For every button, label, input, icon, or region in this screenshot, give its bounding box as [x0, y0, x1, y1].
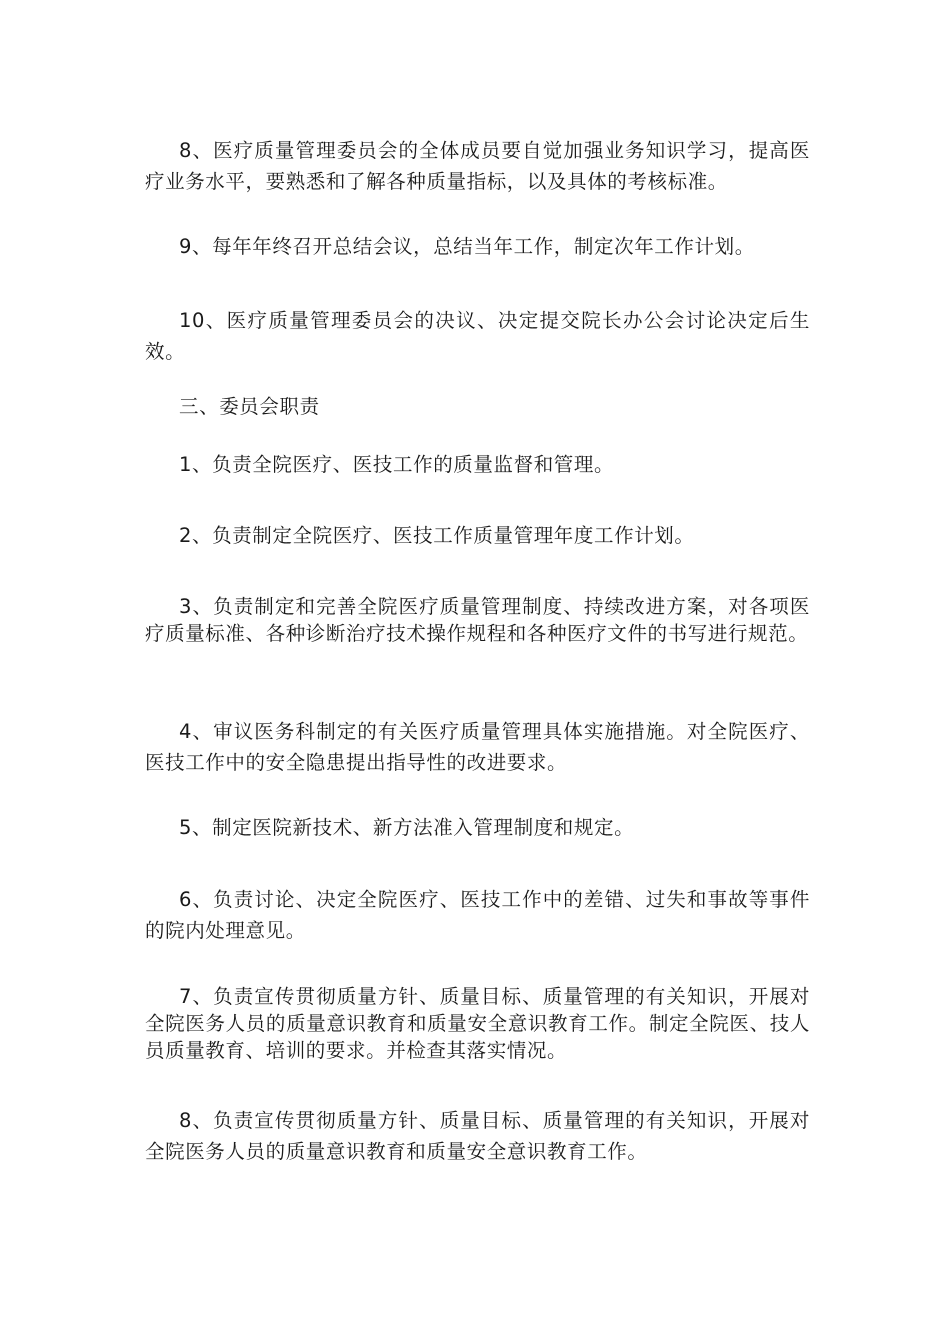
duty-5-new-technology: 5、制定医院新技术、新方法准入管理制度和规定。 — [179, 816, 635, 839]
paragraph-10-resolutions: 10、医疗质量管理委员会的决议、决定提交院长办公会讨论决定后生效。 — [145, 309, 810, 363]
paragraph-8-member-study: 8、医疗质量管理委员会的全体成员要自觉加强业务知识学习，提高医疗业务水平，要熟悉和了解各种质量指标，以及具体的考核标准。 — [145, 139, 810, 193]
duty-2-annual-plan: 2、负责制定全院医疗、医技工作质量管理年度工作计划。 — [179, 524, 695, 547]
duty-6-incident-handling: 6、负责讨论、决定全院医疗、医技工作中的差错、过失和事故等事件的院内处理意见。 — [145, 888, 810, 942]
paragraph-9-annual-meeting: 9、每年年终召开总结会议，总结当年工作，制定次年工作计划。 — [179, 235, 755, 258]
duty-4-review-measures: 4、审议医务科制定的有关医疗质量管理具体实施措施。对全院医疗、医技工作中的安全隐患提出指导性的改进要求。 — [145, 720, 810, 774]
duty-7-quality-education: 7、负责宣传贯彻质量方针、质量目标、质量管理的有关知识，开展对全院医务人员的质量意识教育和质量安全意识教育工作。制定全院医、技人员质量教育、培训的要求。并检查其落实情况。 — [145, 985, 810, 1062]
duty-3-quality-system: 3、负责制定和完善全院医疗质量管理制度、持续改进方案，对各项医疗质量标准、各种诊断治疗技术操作规程和各种医疗文件的书写进行规范。 — [145, 595, 810, 645]
duty-8-quality-education: 8、负责宣传贯彻质量方针、质量目标、质量管理的有关知识，开展对全院医务人员的质量意识教育和质量安全意识教育工作。 — [145, 1109, 810, 1163]
duty-1-quality-supervision: 1、负责全院医疗、医技工作的质量监督和管理。 — [179, 453, 615, 476]
section-heading-committee-duties: 三、委员会职责 — [179, 395, 320, 418]
